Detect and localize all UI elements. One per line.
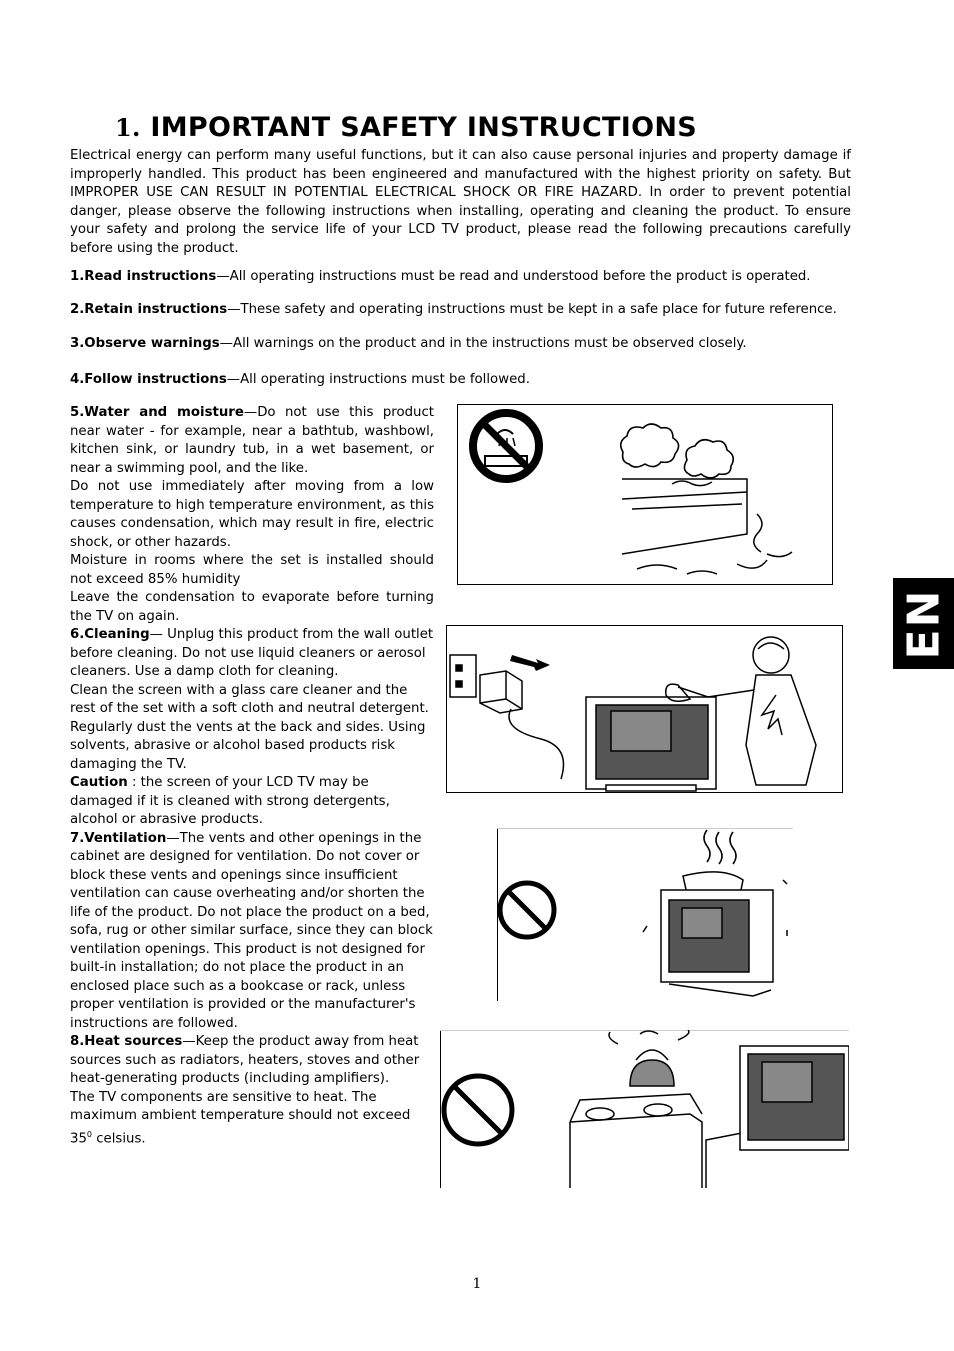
prohibition-icon [500,883,554,937]
cleaning-p2: Clean the screen with a glass care cleaner and the rest of the set with a soft cloth and neutral detergent. [70,682,429,716]
heated-lcd-tv [706,1046,849,1188]
page-number: 1 [472,1276,482,1292]
ventilation-label: 7.Ventilation [70,830,167,846]
item-text: —All operating instructions must be read and understood before the product is operated. [216,269,811,284]
heat-waves [704,830,736,864]
caution-label: Caution [70,775,128,790]
cleaning-section [70,626,434,682]
caution-text: : the screen of your LCD TV may be damaged if it is cleaned with strong detergents, alcohol or abrasive products. [70,775,390,827]
cleaning-text: — Unplug this product from the wall outlet before cleaning. Do not use liquid cleaners or aerosol cleaners. Use a damp cloth for cleaning. [70,627,434,679]
item-text: —These safety and operating instructions must be kept in a safe place for future reference. [227,302,837,317]
stove-kettle [570,1030,702,1188]
item-label: 1.Read instructions [70,269,217,284]
cleaning-p3: Regularly dust the vents at the back and sides. Using solvents, abrasive or alcohol based products risk damaging the TV. [70,719,426,772]
instruction-item [70,301,837,320]
blocked-lcd-tv [661,872,773,996]
intro-paragraph: Electrical energy can perform many useful functions, but it can also cause personal injuries and property damage if improperly handled. This product has been engineered and manufactured with the highest priority on safety. But IMPROPER USE CAN RESULT IN POTENTIAL ELECTRICAL SHOCK OR FIRE HAZARD. In order to prevent potential danger, please observe the following instructions when installing, operating and cleaning the product. To ensure your safety and prolong the service life of your LCD TV product, please read the following precautions carefully before using the product. [70,148,851,256]
water-section [70,404,434,478]
water-p2: Do not use immediately after moving from a low temperature to high temperature environment, as this causes condensation, which may result in fire, electric shock, or other hazards. [70,479,434,550]
item-label: 2.Retain instructions [70,302,228,317]
item-label: 4.Follow instructions [70,372,227,387]
item-label: 3.Observe warnings [70,336,220,351]
water-text: —Do not use this product near water - for example, near a bathtub, washbowl, kitchen sink, or laundry tub, in a wet basement, or near a swimming pool, and the like. [70,405,434,476]
title-number: 1. [115,113,141,142]
instruction-item [70,371,530,390]
language-tab-label: EN [898,588,949,659]
cleaning-illustration [446,625,843,793]
lcd-tv [586,697,716,791]
heat-sources-illustration [440,1030,849,1188]
caution-paragraph [70,774,434,830]
ventilation-illustration [497,828,793,1001]
item-text: —All warnings on the product and in the instructions must be observed closely. [219,336,747,351]
water-p3: Moisture in rooms where the set is installed should not exceed 85% humidity [70,553,434,587]
item-text: —All operating instructions must be followed. [226,372,530,387]
ventilation-section [70,830,434,1034]
left-column-text [70,404,434,1148]
heat-text: —Keep the product away from heat sources such as radiators, heaters, stoves and other heat-generating products (including amplifiers). [70,1034,420,1086]
instruction-item [70,268,811,287]
language-tab [893,578,954,669]
degree-sup: 0 [86,1129,93,1139]
water-moisture-illustration [457,404,833,585]
title-text: IMPORTANT SAFETY INSTRUCTIONS [150,112,698,143]
page-title [115,112,697,143]
prohibition-icon [444,1076,512,1144]
instruction-item [70,335,747,354]
water-p4: Leave the condensation to evaporate before turning the TV on again. [70,590,434,624]
heat-label: 8.Heat sources [70,1034,183,1049]
heat-p2: The TV components are sensitive to heat. The maximum ambient temperature should not exceed $35^0$ celsius. [70,1089,411,1146]
heat-section [70,1033,434,1089]
cleaning-label: 6.Cleaning [70,627,150,642]
ventilation-text: —The vents and other openings in the cabinet are designed for ventilation. Do not cover or block these vents and openings since insufficient ventilation can cause overheating and/or shorten the life of the product. Do not place the product on a bed, sofa, rug or other similar surface, since they can block ventilation openings. This product is not designed for built-in installation; do not place the product in an enclosed place such as a bookcase or rack, unless proper ventilation is provided or the manufacturer's instructions are followed. [70,830,433,1031]
water-label: 5.Water and moisture [70,405,244,420]
